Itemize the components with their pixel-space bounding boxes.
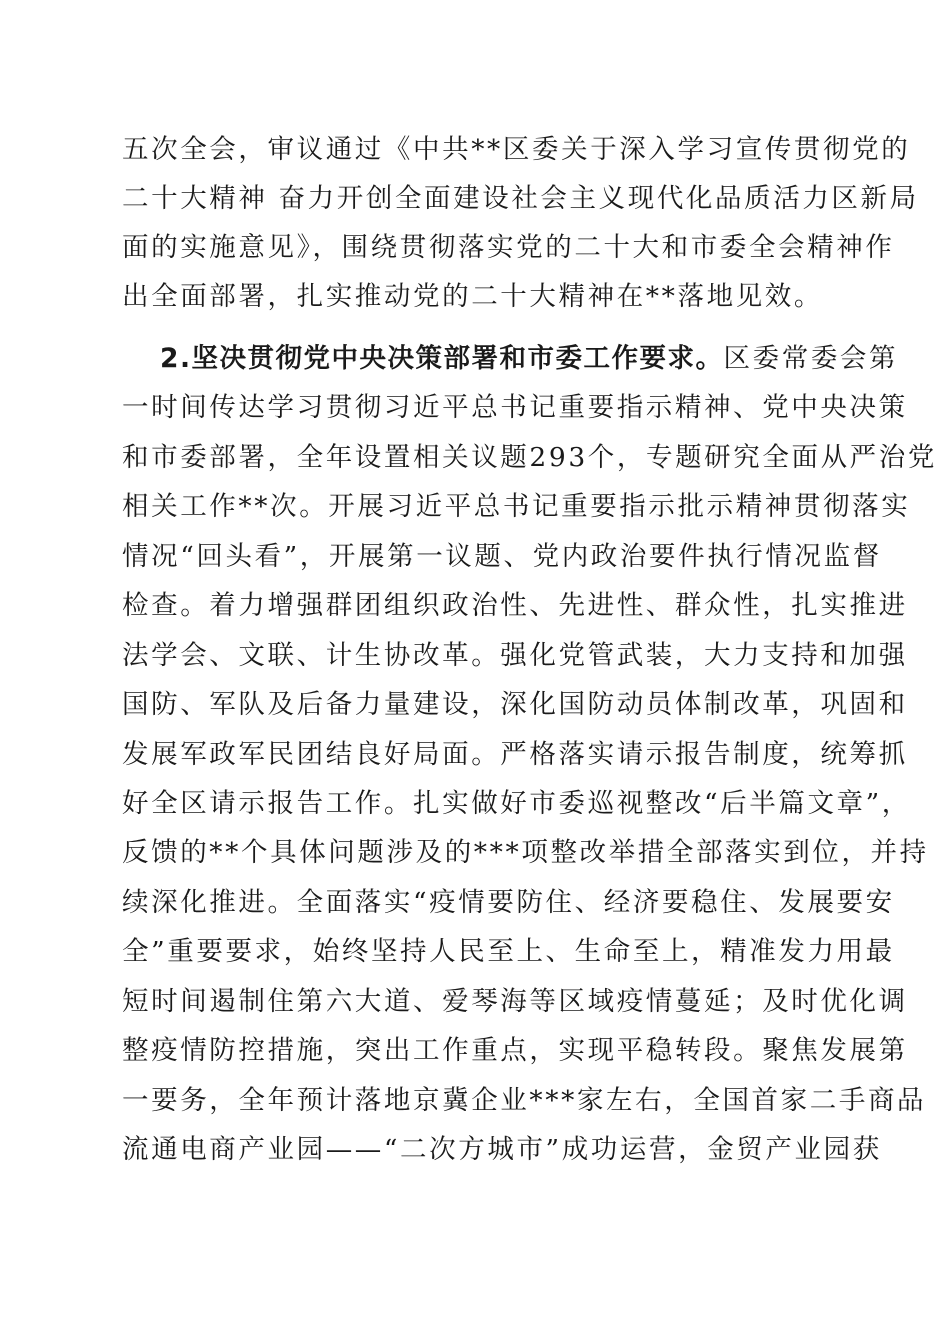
section-2-line-15: 一要务，全年预计落地京冀企业***家左右，全国首家二手商品	[122, 1085, 927, 1116]
section-2-line-11: 续深化推进。全面落实“疫情要防住、经济要稳住、发展要安	[122, 887, 895, 918]
section-2-line-7: 国防、军队及后备力量建设，深化国防动员体制改革，巩固和	[122, 689, 908, 720]
section-2-line-3: 相关工作**次。开展习近平总书记重要指示批示精神贯彻落实	[122, 491, 911, 522]
section-2-first-line	[160, 339, 898, 379]
section-2-line-5: 检查。着力增强群团组织政治性、先进性、群众性，扎实推进	[122, 590, 908, 621]
section-2-first-line-text: 区委常委会第	[723, 343, 899, 374]
section-2-line-10: 反馈的**个具体问题涉及的***项整改举措全部落实到位，并持	[122, 837, 929, 868]
section-2-line-6: 法学会、文联、计生协改革。强化党管武装，大力支持和加强	[122, 640, 908, 671]
section-2-line-4: 情况“回头看”，开展第一议题、党内政治要件执行情况监督	[122, 541, 882, 572]
paragraph-1-line-3: 面的实施意见》，围绕贯彻落实党的二十大和市委全会精神作	[122, 232, 895, 263]
section-2-line-8: 发展军政军民团结良好局面。严格落实请示报告制度，统筹抓	[122, 739, 908, 770]
section-2-line-2: 和市委部署，全年设置相关议题293个，专题研究全面从严治党	[122, 442, 937, 473]
section-2-line-14: 整疫情防控措施，突出工作重点，实现平稳转段。聚焦发展第	[122, 1035, 908, 1066]
paragraph-1-line-1: 五次全会，审议通过《中共**区委关于深入学习宣传贯彻党的	[122, 134, 911, 165]
paragraph-1-line-2: 二十大精神 奋力开创全面建设社会主义现代化品质活力区新局	[122, 183, 919, 214]
section-2-line-13: 短时间遏制住第六大道、爱琴海等区域疫情蔓延；及时优化调	[122, 986, 908, 1017]
section-2-line-1: 一时间传达学习贯彻习近平总书记重要指示精神、党中央决策	[122, 392, 908, 423]
section-2-line-12: 全”重要要求，始终坚持人民至上、生命至上，精准发力用最	[122, 936, 895, 967]
section-2-line-16: 流通电商产业园——“二次方城市”成功运营，金贸产业园获	[122, 1134, 882, 1165]
section-2-heading: 2.坚决贯彻党中央决策部署和市委工作要求。	[160, 343, 724, 374]
paragraph-1-line-4: 出全面部署，扎实推动党的二十大精神在**落地见效。	[122, 281, 823, 312]
section-2-line-9: 好全区请示报告工作。扎实做好市委巡视整改“后半篇文章”，	[122, 788, 911, 819]
